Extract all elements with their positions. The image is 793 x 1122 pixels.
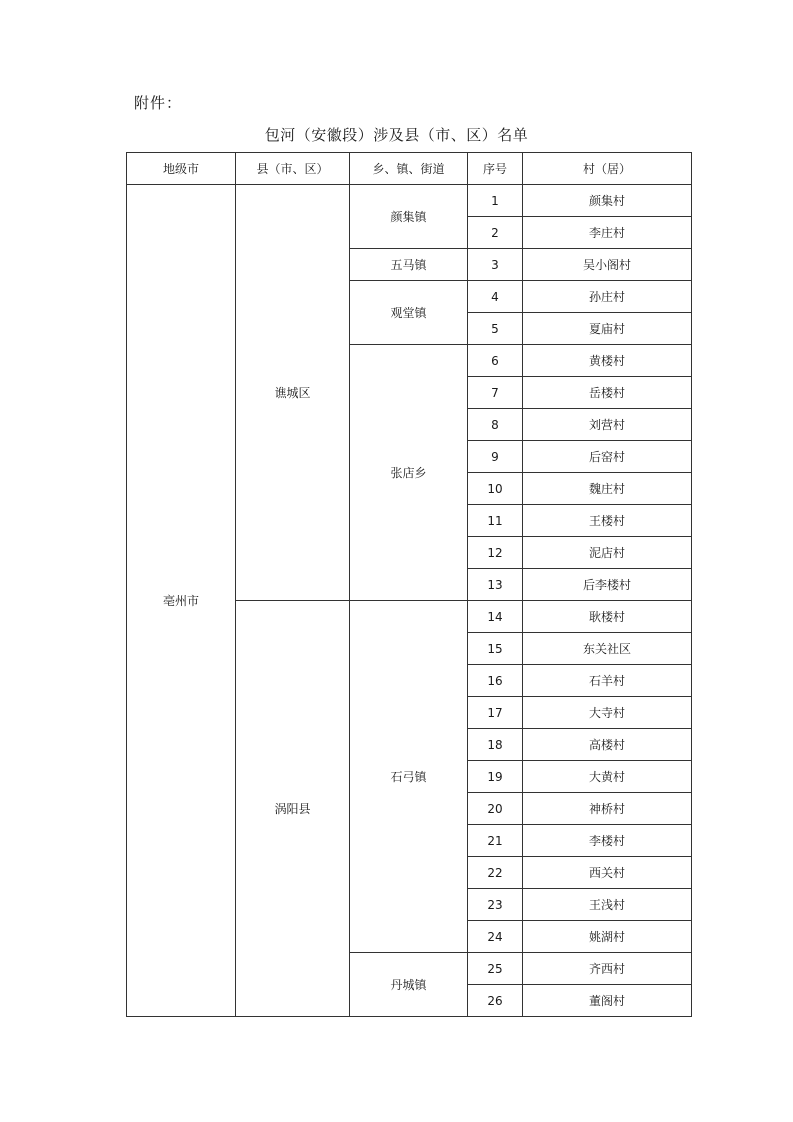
village-name-cell: 岳楼村 <box>523 377 692 409</box>
column-header-town: 乡、镇、街道 <box>350 153 468 185</box>
row-number-cell: 16 <box>468 665 523 697</box>
row-number-cell: 4 <box>468 281 523 313</box>
district-cell: 谯城区 <box>236 185 350 601</box>
town-cell: 颜集镇 <box>350 185 468 249</box>
row-number-cell: 2 <box>468 217 523 249</box>
row-number-cell: 15 <box>468 633 523 665</box>
village-name-cell: 石羊村 <box>523 665 692 697</box>
village-name-cell: 孙庄村 <box>523 281 692 313</box>
town-cell: 五马镇 <box>350 249 468 281</box>
village-name-cell: 齐西村 <box>523 953 692 985</box>
row-number-cell: 8 <box>468 409 523 441</box>
row-number-cell: 18 <box>468 729 523 761</box>
village-name-cell: 刘营村 <box>523 409 692 441</box>
row-number-cell: 6 <box>468 345 523 377</box>
table-row <box>127 185 692 217</box>
village-roster-table <box>126 152 692 1017</box>
row-number-cell: 23 <box>468 889 523 921</box>
row-number-cell: 25 <box>468 953 523 985</box>
table-header-row <box>127 153 692 185</box>
row-number-cell: 7 <box>468 377 523 409</box>
row-number-cell: 17 <box>468 697 523 729</box>
village-name-cell: 大黄村 <box>523 761 692 793</box>
town-cell: 石弓镇 <box>350 601 468 953</box>
village-name-cell: 王浅村 <box>523 889 692 921</box>
village-name-cell: 神桥村 <box>523 793 692 825</box>
column-header-number: 序号 <box>468 153 523 185</box>
village-name-cell: 吴小阁村 <box>523 249 692 281</box>
town-cell: 观堂镇 <box>350 281 468 345</box>
town-cell: 张店乡 <box>350 345 468 601</box>
village-name-cell: 东关社区 <box>523 633 692 665</box>
row-number-cell: 3 <box>468 249 523 281</box>
column-header-city: 地级市 <box>127 153 236 185</box>
row-number-cell: 13 <box>468 569 523 601</box>
city-cell: 亳州市 <box>127 185 236 1017</box>
attachment-label: 附件： <box>134 94 183 112</box>
row-number-cell: 9 <box>468 441 523 473</box>
row-number-cell: 11 <box>468 505 523 537</box>
row-number-cell: 10 <box>468 473 523 505</box>
village-name-cell: 魏庄村 <box>523 473 692 505</box>
row-number-cell: 20 <box>468 793 523 825</box>
row-number-cell: 26 <box>468 985 523 1017</box>
village-name-cell: 后窑村 <box>523 441 692 473</box>
town-cell: 丹城镇 <box>350 953 468 1017</box>
village-name-cell: 耿楼村 <box>523 601 692 633</box>
district-cell: 涡阳县 <box>236 601 350 1017</box>
row-number-cell: 22 <box>468 857 523 889</box>
village-name-cell: 高楼村 <box>523 729 692 761</box>
row-number-cell: 24 <box>468 921 523 953</box>
table-body <box>127 185 692 1017</box>
document-title: 包河（安徽段）涉及县（市、区）名单 <box>264 126 529 144</box>
village-name-cell: 董阁村 <box>523 985 692 1017</box>
village-name-cell: 李楼村 <box>523 825 692 857</box>
row-number-cell: 1 <box>468 185 523 217</box>
row-number-cell: 19 <box>468 761 523 793</box>
row-number-cell: 12 <box>468 537 523 569</box>
village-name-cell: 姚湖村 <box>523 921 692 953</box>
village-name-cell: 后李楼村 <box>523 569 692 601</box>
village-name-cell: 王楼村 <box>523 505 692 537</box>
village-name-cell: 夏庙村 <box>523 313 692 345</box>
village-name-cell: 李庄村 <box>523 217 692 249</box>
village-name-cell: 泥店村 <box>523 537 692 569</box>
village-name-cell: 大寺村 <box>523 697 692 729</box>
row-number-cell: 21 <box>468 825 523 857</box>
village-name-cell: 黄楼村 <box>523 345 692 377</box>
village-name-cell: 西关村 <box>523 857 692 889</box>
row-number-cell: 14 <box>468 601 523 633</box>
row-number-cell: 5 <box>468 313 523 345</box>
village-name-cell: 颜集村 <box>523 185 692 217</box>
column-header-district: 县（市、区） <box>236 153 350 185</box>
column-header-village: 村（居） <box>523 153 692 185</box>
